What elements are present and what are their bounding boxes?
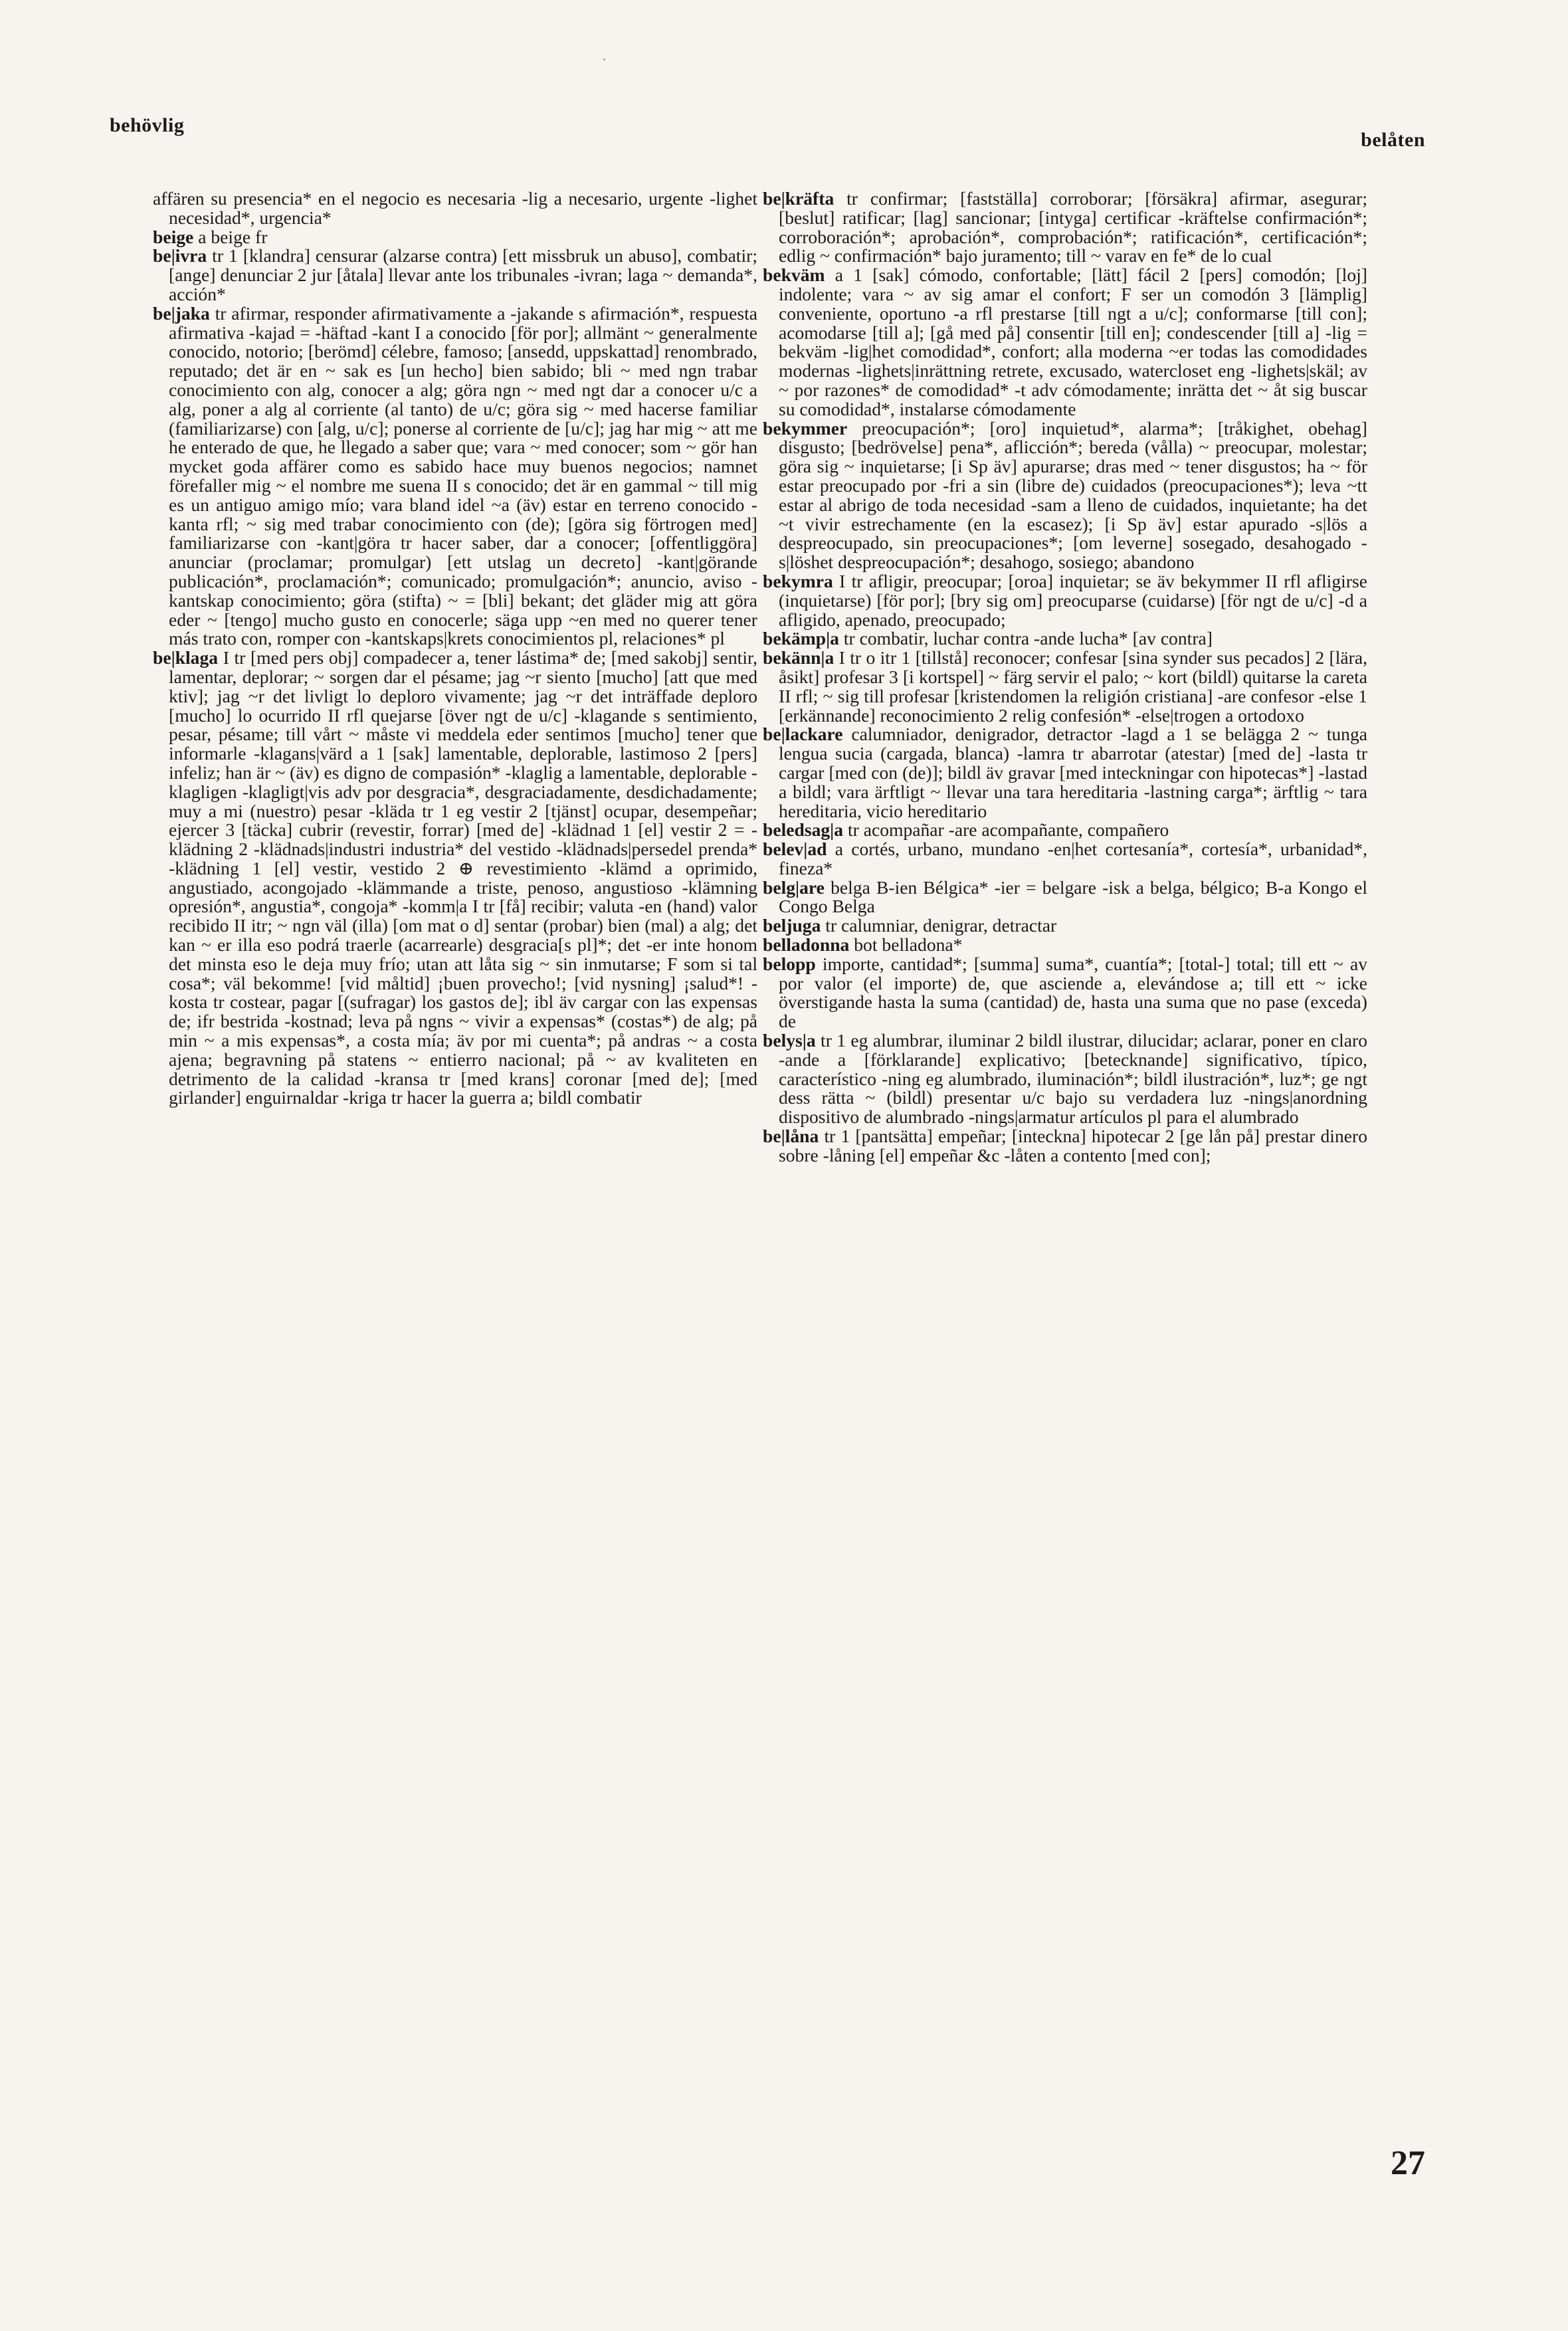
headword: bekymra — [763, 570, 833, 591]
dictionary-entry: belladonna bot belladona* — [763, 934, 963, 956]
dictionary-entry: be|klaga I tr [med pers obj] compadecer a, tener lástima* de; [med sakobj] sentir, lamentar, deplorar; ~ sorgen dar el pésame; jag ~r siento [mucho] [att que med ktiv]; jag ~r det livligt lo deploro vivamente; jag ~r det inträffade deploro [mucho] lo ocurrido II rfl quejarse [över ngt de u/c] -klagande s sentimiento, pesar, pésame; till vårt ~ måste vi meddela eder sentimos [mucho] tener que informarle -klagans|värd a 1 [sak] lamentable, deplorable, lastimoso 2 [pers] infeliz; han är ~ (äv) es digno de compasión* -klaglig a lamentable, deplorable -klagligen -klagligt|vis adv por desgracia*, desgraciadamente, desdichadamente; muy a mi (nuestro) pesar -kläda tr 1 eg vestir 2 [tjänst] ocupar, desempeñar; ejercer 3 [täcka] cubrir (revestir, forrar) [med de] -klädnad 1 [el] vestir 2 = -klädning 2 -klädnads|industri industria* del vestido -klädnads|persedel prenda* -klädning 1 [el] vestir, vestido 2 ⊕ revestimiento -klämd a oprimido, angustiado, acongojado -klämmande a triste, penoso, angustioso -klämning opresión*, angustia*, congoja* -komm|a I tr [få] recibir; valuta -en (hand) valor recibido II itr; ~ ngn väl (illa) [om mat o d] sentar (probar) bien (mal) a alg; det kan ~ er illa eso podrá traerle (acarrearle) desgracia[s pl]*; det -er inte honom det minsta eso le deja muy frío; utan att låta sig ~ sin inmutarse; F som si tal cosa*; väl bekomme! [vid måltid] ¡buen provecho!; [vid nysning] ¡salud*! -kosta tr costear, pagar [(sufragar) los gastos de]; ibl äv cargar con las expensas de; ifr bestrida -kostnad; leva på ngns ~ vivir a expensas* (costas*) de alg; på min ~ a mis expensas*, a costa mía; äv por mi cuenta*; på andras ~ a costa ajena; begravning på statens ~ entierro nacional; på ~ av kvaliteten en detrimento de la calidad -kransa tr [med krans] coronar [med de]; [med girlander] enguirnaldar -kriga tr hacer la guerra a; bildl combatir — [153, 647, 757, 1108]
headword: bekymmer — [763, 417, 848, 439]
right-column — [763, 189, 1367, 1166]
dictionary-entry: be|lackare calumniador, denigrador, detractor -lagd a 1 se belägga 2 ~ tunga lengua sucia (cargada, blanca) -lamra tr abarrotar (atestar) [med de] -lasta tr cargar [med con (de)]; bildl äv gravar [med inteckningar con hipotecas*] -lastad a bildl; vara ärftligt ~ llevar una tara hereditaria -lastning carga*; ärftlig ~ tara hereditaria, vicio hereditario — [763, 724, 1367, 821]
headword: bekväm — [763, 264, 825, 286]
dictionary-entry: be|låna tr 1 [pantsätta] empeñar; [inteckna] hipotecar 2 [ge lån på] prestar dinero sobre -låning [el] empeñar &c -låten a contento [med con]; — [763, 1126, 1367, 1166]
dictionary-entry: belg|are belga B-ien Bélgica* -ier = belgare -isk a belga, bélgico; B-a Kongo el Congo Belga — [763, 876, 1367, 917]
headword: belev|ad — [763, 839, 827, 860]
headword: be|jaka — [153, 302, 210, 324]
dictionary-entry: bekämp|a tr combatir, luchar contra -ande lucha* [av contra] — [763, 628, 1213, 649]
headword: belladonna — [763, 934, 850, 956]
dictionary-entry: bekänn|a I tr o itr 1 [tillstå] reconocer; confesar [sina synder sus pecados] 2 [lära, åsikt] profesar 3 [i kortspel] ~ färg servir el palo; ~ kort (bildl) quitarse la careta II rfl; ~ sig till profesar [kristendomen la religión cristiana] -are confesor -else 1 [erkännande] reconocimiento 2 relig confesión* -else|trogen a ortodoxo — [763, 647, 1367, 726]
headword: be|kräfta — [763, 188, 834, 209]
dictionary-entry: belys|a tr 1 eg alumbrar, iluminar 2 bildl ilustrar, dilucidar; aclarar, poner en claro -ande a [förklarande] explicativo; [betecknande] significativo, típico, característico -ning eg alumbrado, iluminación*; bildl ilustración*, luz*; ge ngt dess rätta ~ (bildl) presentar u/c bajo su verdadera luz -nings|anordning dispositivo de alumbrado -nings|armatur artículos pl para el alumbrado — [763, 1030, 1367, 1128]
headword: be|lackare — [763, 724, 843, 745]
dictionary-entry: beljuga tr calumniar, denigrar, detractar — [763, 915, 1057, 936]
dictionary-entry: bekymra I tr afligir, preocupar; [oroa] inquietar; se äv bekymmer II rfl afligirse (inquietarse) [för por]; [bry sig om] preocuparse (cuidarse) [för ngt de u/c] -d a afligido, apenado, preocupado; — [763, 570, 1367, 630]
guide-word-right: belåten — [1361, 129, 1425, 151]
headword: be|klaga — [153, 647, 219, 668]
dictionary-entry: belev|ad a cortés, urbano, mundano -en|het cortesanía*, cortesía*, urbanidad*, fineza* — [763, 839, 1367, 878]
guide-word-left: behövlig — [110, 114, 185, 136]
left-column — [153, 189, 757, 1108]
dictionary-entry: beledsag|a tr acompañar -are acompañante, compañero — [763, 819, 1169, 841]
page-number: 27 — [1391, 2144, 1425, 2182]
headword: be|ivra — [153, 245, 207, 266]
dictionary-entry: bekymmer preocupación*; [oro] inquietud*, alarma*; [tråkighet, obehag] disgusto; [bedrövelse] pena*, aflicción*; bereda (vålla) ~ preocupar, molestar; göra sig ~ inquietarse; [i Sp äv] apurarse; dras med ~ tener disgustos; ha ~ för estar preocupado por -fri a sin (libre de) cuidados (preocupaciones*); leva ~tt estar al abrigo de toda necesidad -sam a lleno de cuidados, inquietante; ha det ~t vivir estrechamente (en la escasez); [i Sp äv] estar apurado -s|lös a despreocupado, sin preocupaciones*; [om leverne] sosegado, desahogado -s|löshet despreocupación*; desahogo, sosiego; abandono — [763, 417, 1367, 573]
dictionary-entry: affären su presencia* en el negocio es necesaria -lig a necesario, urgente -lighet necesidad*, urgencia* — [153, 188, 757, 228]
dictionary-entry: belopp importe, cantidad*; [summa] suma*, cuantía*; [total-] total; till ett ~ av por valor (el importe) de, que asciende a, elevándose a; till ett ~ icke överstigande hasta la suma (cantidad) de, hasta una suma que no pase (exceda) de — [763, 953, 1367, 1032]
headword: beledsag|a — [763, 819, 844, 841]
dictionary-entry: be|jaka tr afirmar, responder afirmativamente a -jakande s afirmación*, respuesta afirmativa -kajad = -häftad -kant I a conocido [för por]; allmänt ~ generalmente conocido, notorio; [berömd] célebre, famoso; [ansedd, uppskattad] renombrado, reputado; det är en ~ sak es [un hecho] bien sabido; bli ~ med ngn trabar conocimiento con alg, conocer a alg; göra ngn ~ med ngt dar a conocer u/c a alg, poner a alg al corriente (al tanto) de u/c; göra sig ~ med hacerse familiar (familiarizarse) con [alg, u/c]; ponerse al corriente de [u/c]; jag har mig ~ att me he enterado de que, he llegado a saber que; vara ~ med conocer; som ~ gör han mycket goda affärer como es sabido hace muy buenos negocios; namnet förefaller mig ~ el nombre me suena II s conocido; det är en gammal ~ till mig es un antiguo amigo mío; vara bland idel ~a (äv) estar en terreno conocido -kanta rfl; ~ sig med trabar conocimiento con (de); [göra sig förtrogen med] familiarizarse con -kant|göra tr hacer saber, dar a conocer; [offentliggöra] anunciar (proclamar; promulgar) [ett utslag un decreto] -kant|görande publicación*, proclamación*; comunicado; promulgación*; anuncio, aviso -kantskap conocimiento; göra (stifta) ~ = [bli] bekant; det gläder mig att göra eder ~ [tengo] mucho gusto en conocerle; säga upp ~en med no querer tener más trato con, romper con -kantskaps|krets conocimientos pl, relaciones* pl — [153, 302, 757, 649]
print-speck — [603, 58, 605, 60]
headword: beige — [153, 226, 194, 247]
headword: bekämp|a — [763, 628, 839, 649]
dictionary-entry: be|ivra tr 1 [klandra] censurar (alzarse contra) [ett missbruk un abuso], combatir; [ange] denunciar 2 jur [åtala] llevar ante los tribunales -ivran; laga ~ demanda*, acción* — [153, 245, 757, 304]
headword: belopp — [763, 953, 816, 974]
dictionary-entry: be|kräfta tr confirmar; [fastställa] corroborar; [försäkra] afirmar, asegurar; [beslut] ratificar; [lag] sancionar; [intyga] certificar -kräftelse confirmación*; corroboración*; aprobación*, comprobación*; ratificación*, certificación*; edlig ~ confirmación* bajo juramento; till ~ varav en fe* de lo cual — [763, 188, 1367, 266]
dictionary-entry: bekväm a 1 [sak] cómodo, confortable; [lätt] fácil 2 [pers] comodón; [loj] indolente; vara ~ av sig amar el confort; F ser un comodón 3 [lämplig] conveniente, oportuno -a rfl prestarse [till ngt a u/c]; conformarse [till con]; acomodarse [till a]; [gå med på] consentir [till en]; condescender [till a] -lig = bekväm -lig|het comodidad*, confort; alla moderna ~er todas las comodidades modernas -lighets|inrättning retrete, excusado, watercloset eng -lighets|skäl; av ~ por razones* de comodidad* -t adv cómodamente; inrätta det ~ åt sig buscar su comodidad*, instalarse cómodamente — [763, 264, 1367, 419]
headword: bekänn|a — [763, 647, 834, 668]
headword: be|låna — [763, 1126, 819, 1147]
headword: belg|are — [763, 876, 825, 898]
dictionary-entry: beige a beige fr — [153, 226, 268, 247]
headword: beljuga — [763, 915, 821, 936]
headword: belys|a — [763, 1030, 816, 1051]
